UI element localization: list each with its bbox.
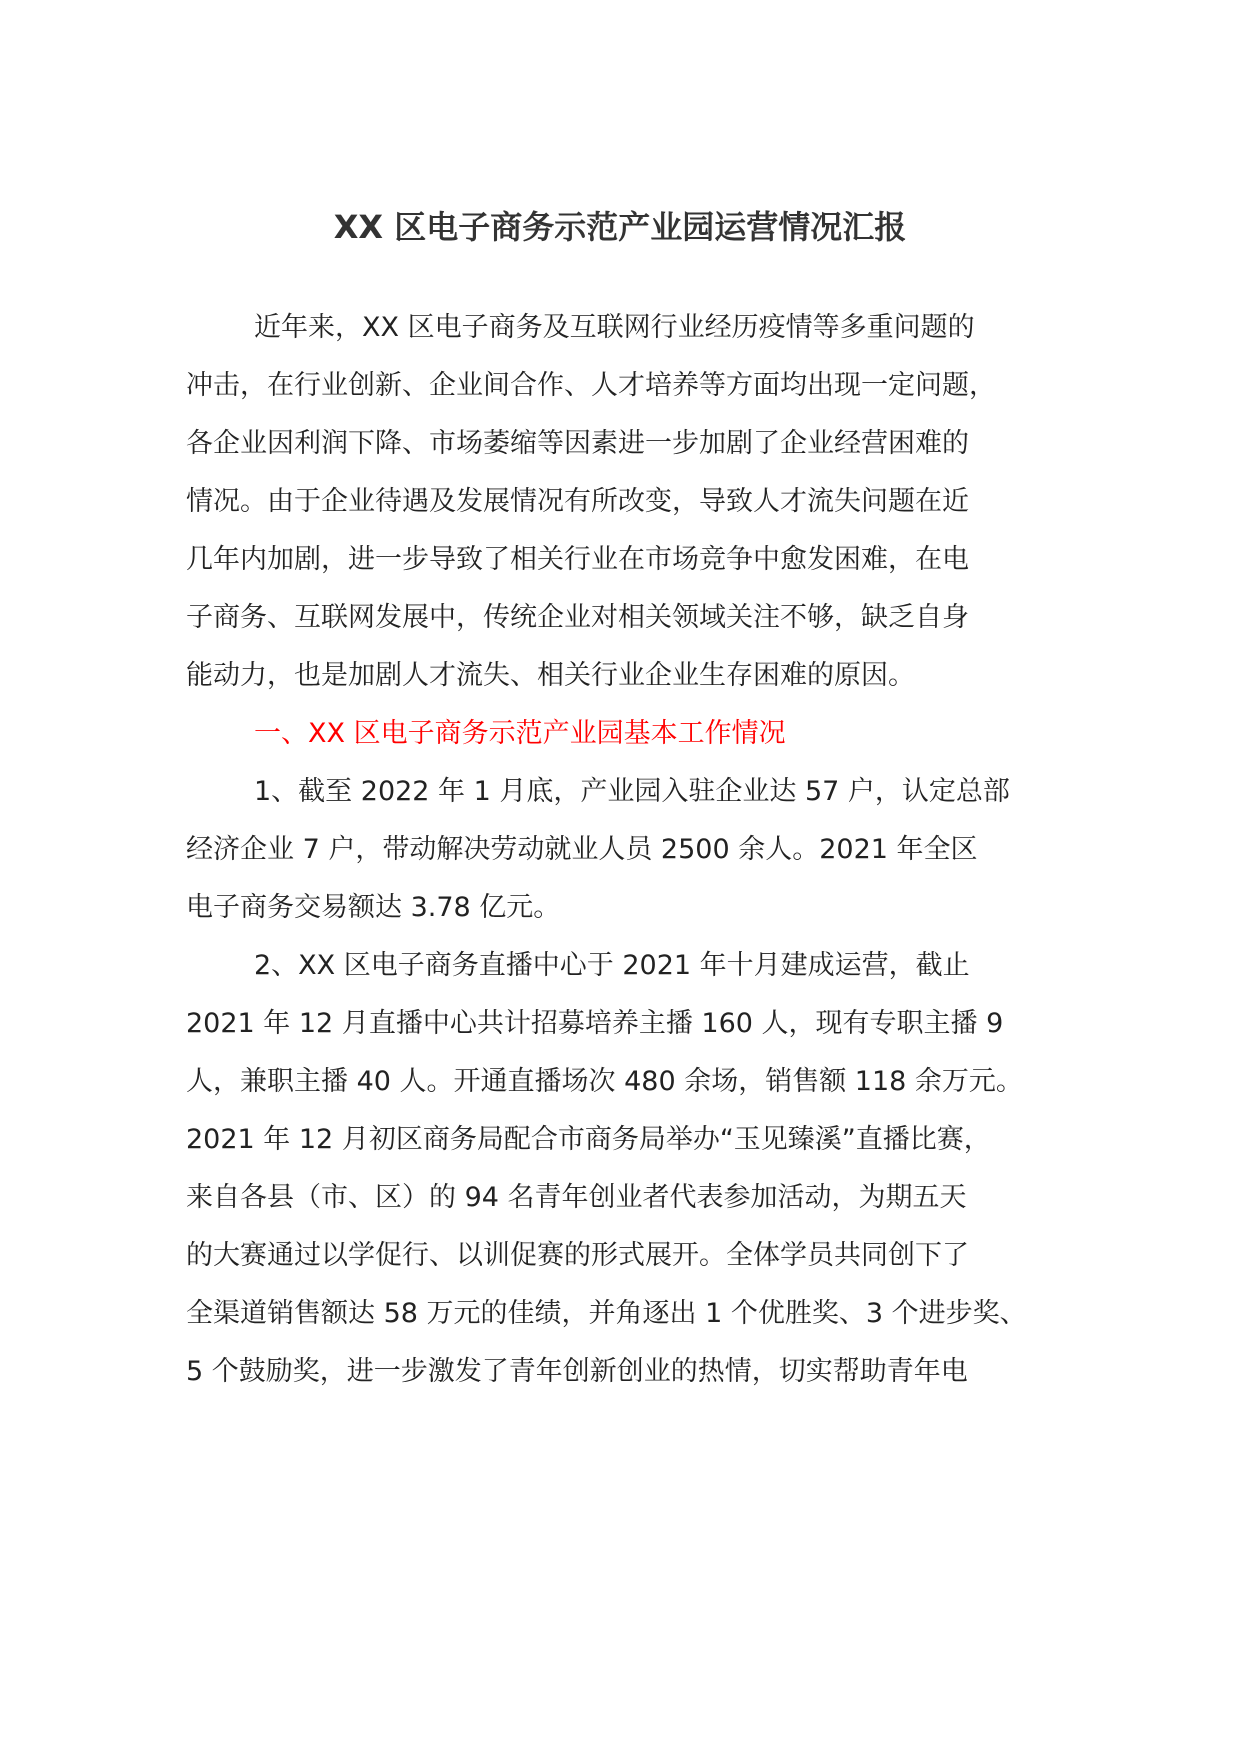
body-line: 来自各县（市、区）的 94 名青年创业者代表参加活动，为期五天: [186, 1182, 967, 1213]
body-line: 的大赛通过以学促行、以训促赛的形式展开。全体学员共同创下了: [186, 1240, 969, 1271]
section-heading: 一、XX 区电子商务示范产业园基本工作情况: [254, 718, 786, 749]
body-line: 全渠道销售额达 58 万元的佳绩，并角逐出 1 个优胜奖、3 个进步奖、: [186, 1298, 1027, 1329]
body-line: 能动力，也是加剧人才流失、相关行业企业生存困难的原因。: [186, 660, 915, 691]
body-line: 冲击，在行业创新、企业间合作、人才培养等方面均出现一定问题，: [186, 370, 996, 401]
body-line: 子商务、互联网发展中，传统企业对相关领域关注不够，缺乏自身: [186, 602, 969, 633]
body-line: 电子商务交易额达 3.78 亿元。: [186, 892, 561, 923]
body-line: 各企业因利润下降、市场萎缩等因素进一步加剧了企业经营困难的: [186, 428, 969, 459]
body-line: 2021 年 12 月直播中心共计招募培养主播 160 人，现有专职主播 9: [186, 1008, 1004, 1039]
body-line: 经济企业 7 户，带动解决劳动就业人员 2500 余人。2021 年全区: [186, 834, 978, 865]
body-line: 5 个鼓励奖，进一步激发了青年创新创业的热情，切实帮助青年电: [186, 1356, 968, 1387]
body-line: 2021 年 12 月初区商务局配合市商务局举办“玉见臻溪”直播比赛，: [186, 1124, 991, 1155]
body-line: 2、XX 区电子商务直播中心于 2021 年十月建成运营，截止: [254, 950, 970, 981]
body-line: 几年内加剧，进一步导致了相关行业在市场竞争中愈发困难，在电: [186, 544, 969, 575]
document-title: XX 区电子商务示范产业园运营情况汇报: [333, 208, 907, 246]
body-line: 情况。由于企业待遇及发展情况有所改变，导致人才流失问题在近: [186, 486, 969, 517]
body-line: 1、截至 2022 年 1 月底，产业园入驻企业达 57 户，认定总部: [254, 776, 1010, 807]
body-line: 近年来，XX 区电子商务及互联网行业经历疫情等多重问题的: [254, 312, 975, 343]
body-line: 人，兼职主播 40 人。开通直播场次 480 余场，销售额 118 余万元。: [186, 1066, 1023, 1097]
